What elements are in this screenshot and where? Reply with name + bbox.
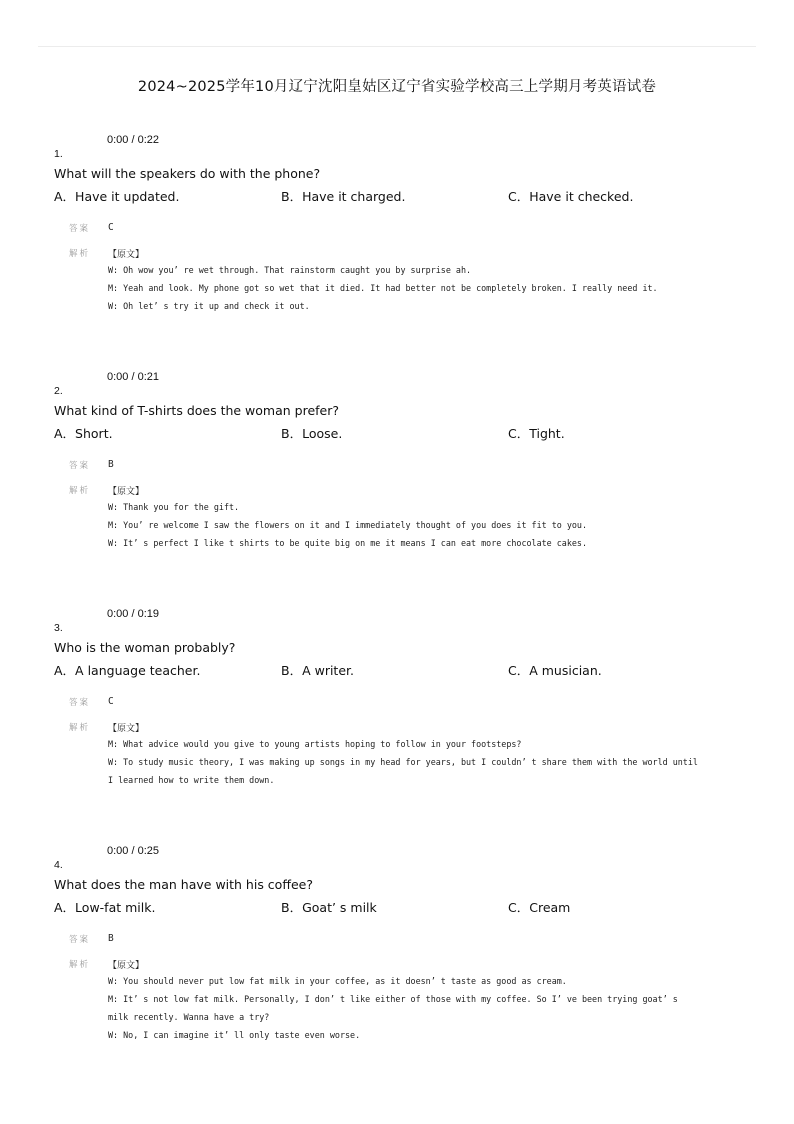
audio-time[interactable]: 0:00 / 0:22 [107, 134, 159, 146]
option-a: A．A language teacher. [54, 663, 201, 678]
transcript-line: W: Oh let’ s try it up and check it out. [108, 301, 310, 311]
question-stem: What does the man have with his coffee? [54, 877, 313, 892]
explanation-label: 解析 [69, 960, 91, 970]
transcript-line: W: You should never put low fat milk in your coffee, as it doesn’ t taste as good as cream. [108, 976, 567, 986]
original-text-tag: 【原文】 [108, 250, 145, 260]
original-text-tag: 【原文】 [108, 724, 145, 734]
audio-time[interactable]: 0:00 / 0:21 [107, 371, 159, 383]
option-b: B．Goat’ s milk [281, 900, 377, 915]
option-c: C．Tight. [508, 426, 565, 441]
explanation-label: 解析 [69, 486, 91, 496]
option-c: C．Cream [508, 900, 571, 915]
transcript-line: M: What advice would you give to young artists hoping to follow in your footsteps? [108, 739, 522, 749]
transcript-line: W: Oh wow you’ re wet through. That rainstorm caught you by surprise ah. [108, 265, 472, 275]
question-block-2 [0, 371, 794, 571]
question-number: 3. [54, 622, 63, 634]
explanation-label: 解析 [69, 249, 91, 259]
transcript-line: W: To study music theory, I was making up songs in my head for years, but I couldn’ t share them with the world until [108, 757, 698, 767]
option-a: A．Have it updated. [54, 189, 180, 204]
answer-label: 答案 [69, 224, 91, 234]
question-block-3 [0, 608, 794, 808]
answer-value: B [108, 933, 114, 944]
header-divider [38, 46, 756, 47]
answer-value: C [108, 222, 114, 233]
answer-label: 答案 [69, 698, 91, 708]
question-number: 4. [54, 859, 63, 871]
option-b: B．Have it charged. [281, 189, 406, 204]
option-b: B．Loose. [281, 426, 343, 441]
option-b: B．A writer. [281, 663, 354, 678]
transcript-line: milk recently. Wanna have a try? [108, 1012, 270, 1022]
transcript-line: W: It’ s perfect I like t shirts to be quite big on me it means I can eat more chocolate cakes. [108, 538, 588, 548]
answer-value: B [108, 459, 114, 470]
question-number: 2. [54, 385, 63, 397]
option-c: C．A musician. [508, 663, 602, 678]
option-a: A．Short. [54, 426, 113, 441]
question-number: 1. [54, 148, 63, 160]
answer-label: 答案 [69, 461, 91, 471]
answer-value: C [108, 696, 114, 707]
transcript-line: M: It’ s not low fat milk. Personally, I don’ t like either of those with my coffee. So I’ ve been trying goat’ s [108, 994, 678, 1004]
transcript-line: I learned how to write them down. [108, 775, 275, 785]
audio-time[interactable]: 0:00 / 0:25 [107, 845, 159, 857]
original-text-tag: 【原文】 [108, 961, 145, 971]
option-c: C．Have it checked. [508, 189, 634, 204]
option-a: A．Low-fat milk. [54, 900, 156, 915]
transcript-line: M: You’ re welcome I saw the flowers on it and I immediately thought of you does it fit to you. [108, 520, 588, 530]
transcript-line: W: Thank you for the gift. [108, 502, 240, 512]
question-block-4 [0, 845, 794, 1045]
transcript-line: W: No, I can imagine it’ ll only taste even worse. [108, 1030, 361, 1040]
explanation-label: 解析 [69, 723, 91, 733]
question-stem: What will the speakers do with the phone? [54, 166, 321, 181]
audio-time[interactable]: 0:00 / 0:19 [107, 608, 159, 620]
original-text-tag: 【原文】 [108, 487, 145, 497]
question-stem: What kind of T-shirts does the woman prefer? [54, 403, 340, 418]
question-block-1 [0, 134, 794, 334]
page-title: 2024~2025学年10月辽宁沈阳皇姑区辽宁省实验学校高三上学期月考英语试卷 [137, 79, 657, 95]
question-stem: Who is the woman probably? [54, 640, 236, 655]
answer-label: 答案 [69, 935, 91, 945]
transcript-line: M: Yeah and look. My phone got so wet that it died. It had better not be completely broken. I really need it. [108, 283, 658, 293]
